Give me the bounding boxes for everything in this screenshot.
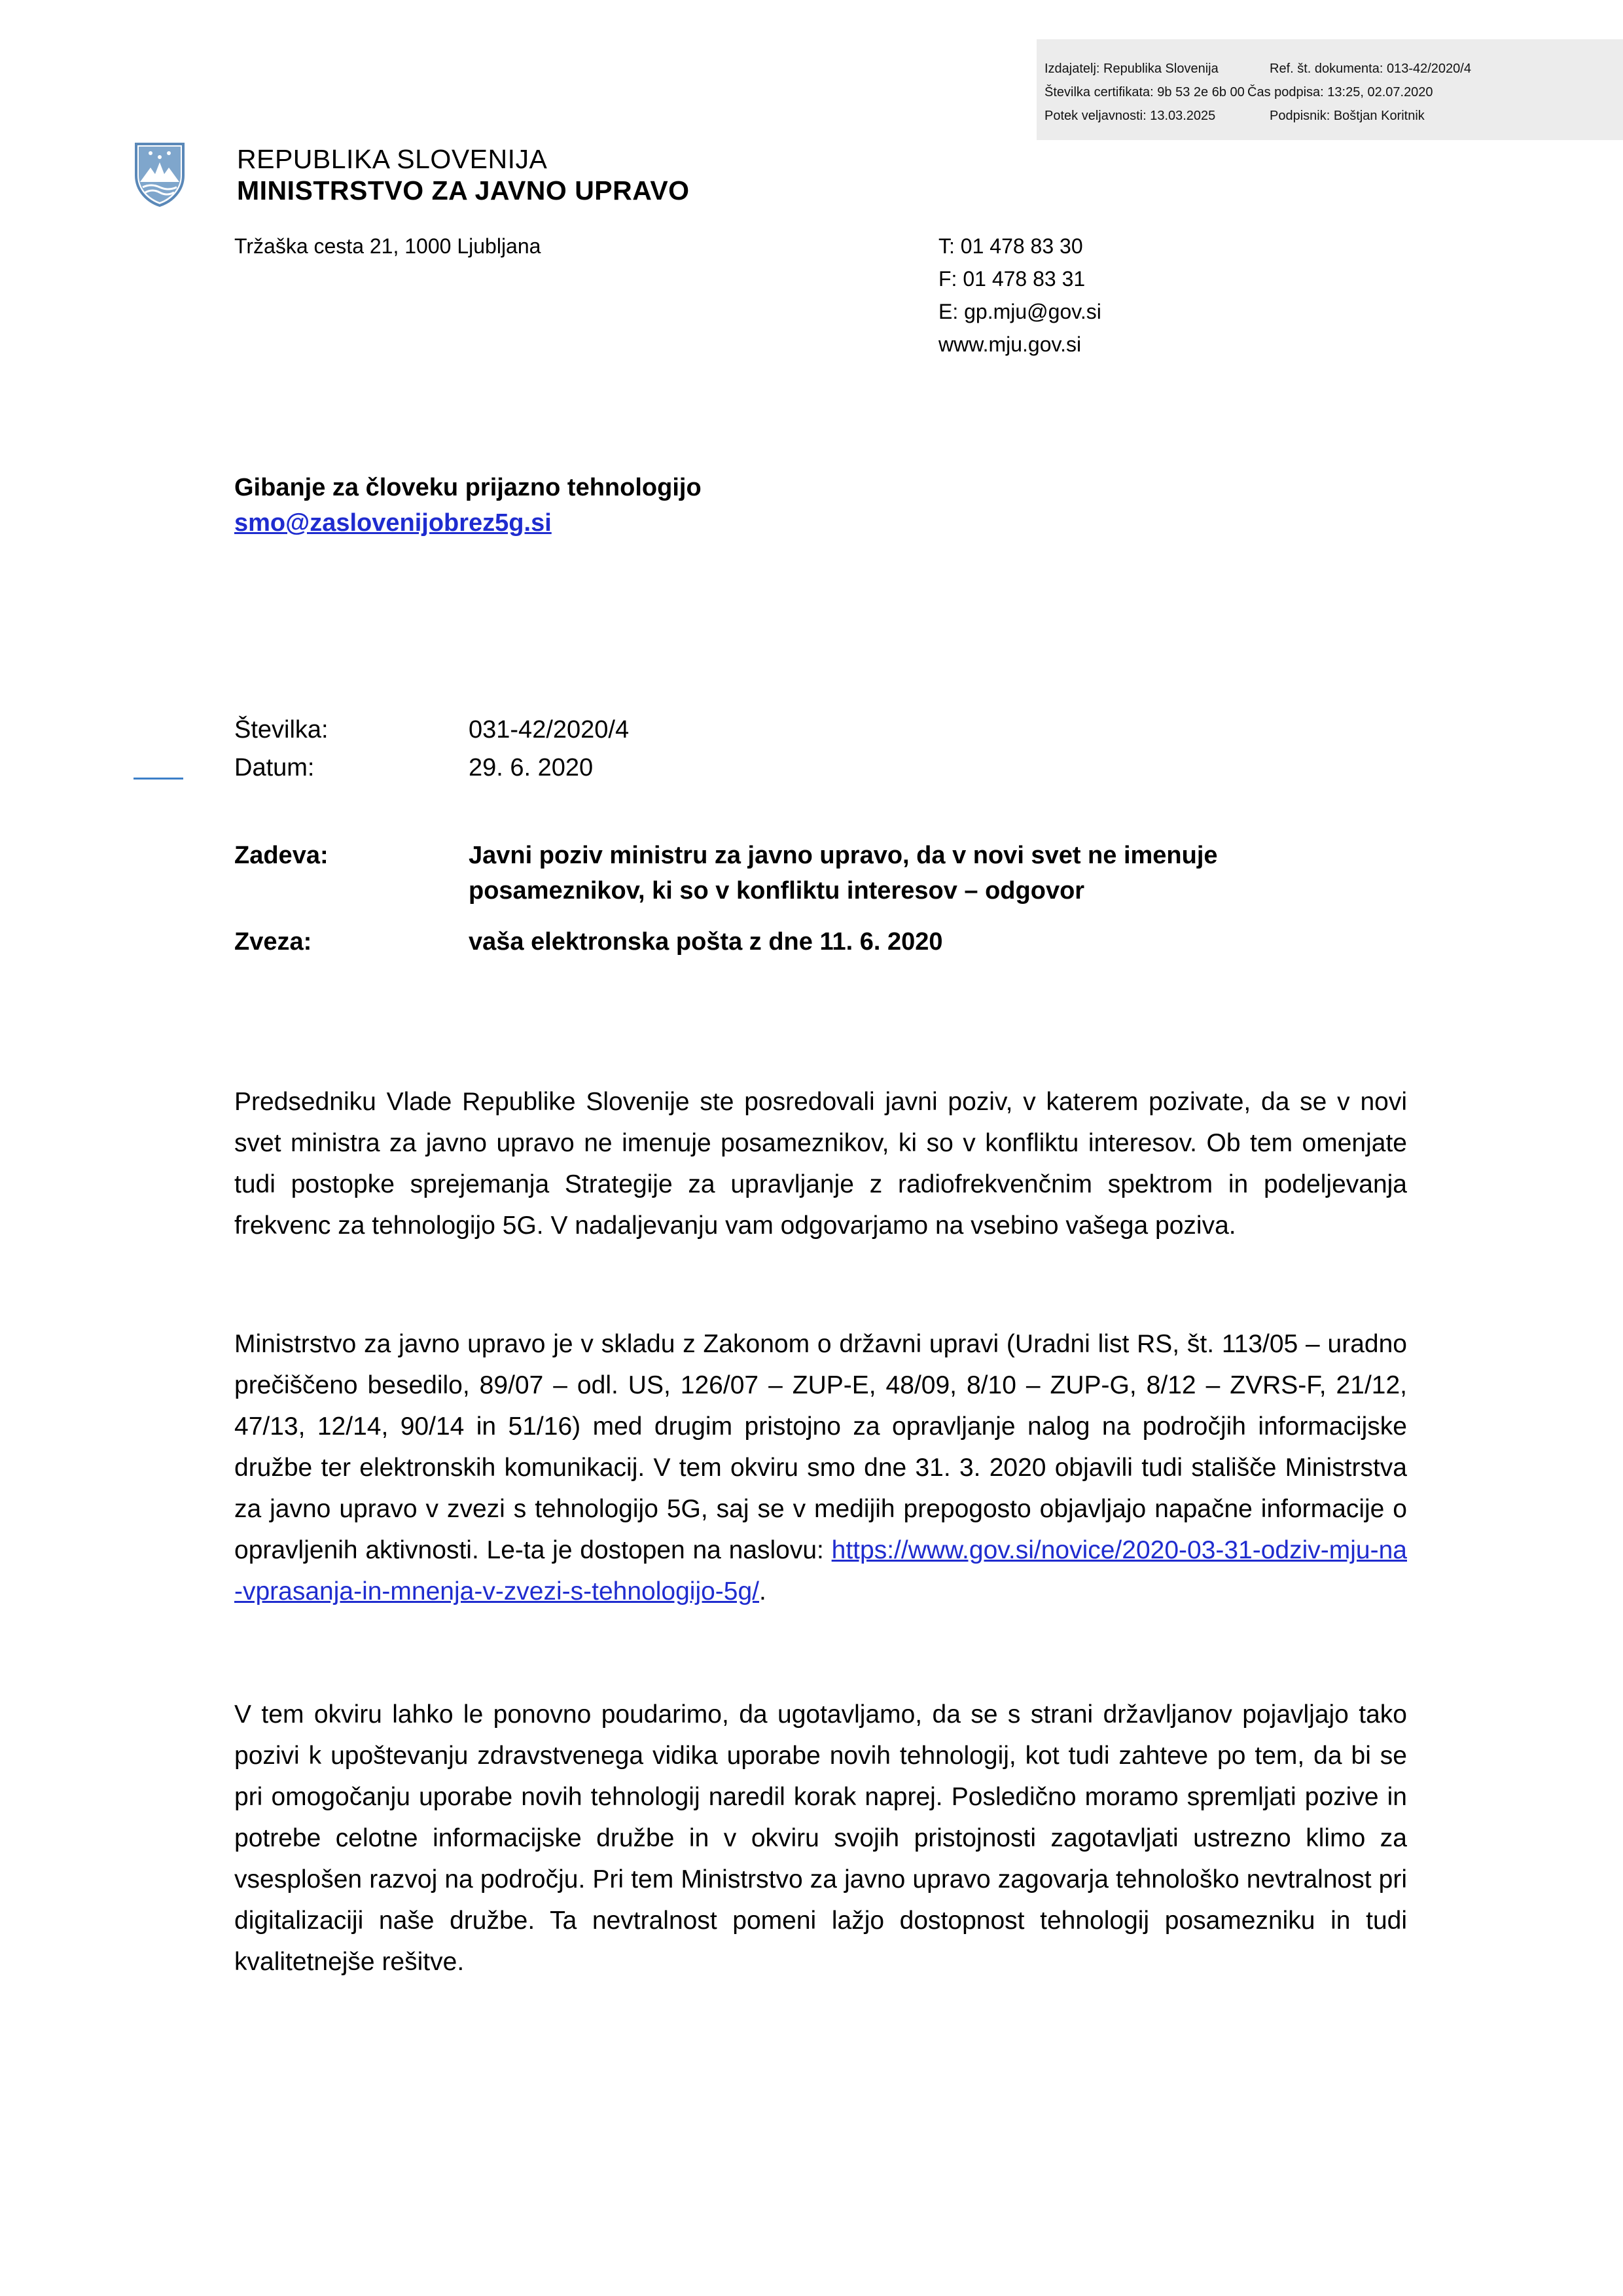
fold-mark	[134, 778, 183, 780]
website: www.mju.gov.si	[938, 332, 1082, 356]
signature-certificate: Številka certifikata: 9b 53 2e 6b 00	[1044, 85, 1245, 99]
signature-box	[1037, 39, 1623, 140]
number-label: Številka:	[234, 716, 329, 744]
date-value: 29. 6. 2020	[469, 754, 594, 781]
signature-ref: Ref. št. dokumenta: 013-42/2020/4	[1270, 62, 1471, 76]
recipient-name: Gibanje za človeku prijazno tehnologijo	[234, 474, 702, 501]
reference-value: vaša elektronska pošta z dne 11. 6. 2020	[469, 928, 943, 956]
paragraph-2-text: Ministrstvo za javno upravo je v skladu z Zakonom o državni upravi (Uradni list RS, št. 113/05 – uradno prečiščeno besedilo, 89/07 – odl. US, 126/07 – ZUP-E, 48/09, 8/10 – ZUP-G, 8/12 – ZVRS-F, 21/12, 47/13, 12/14, 90/14 in 51/16) med drugim pristojno za opravljanje nalog na področjih informacijske družbe ter elektronskih komunikacij. V tem okviru smo dne 31. 3. 2020 objavili tudi stališče Ministrstva za javno upravo v zvezi s tehnologijo 5G, saj se v medijih prepogosto objavljajo napačne informacije o opravljenih aktivnosti. Le-ta je dostopen na naslovu:	[234, 1330, 1407, 1564]
paragraph-2-end: .	[759, 1577, 766, 1605]
date-label: Datum:	[234, 754, 315, 781]
statement-link[interactable]: https://www.gov.si/novice/2020-03-31-odziv-mju-na-vprasanja-in-mnenja-v-zvezi-s-tehnologijo-5g/	[234, 1536, 1407, 1605]
phone: T: 01 478 83 30	[938, 234, 1083, 258]
subject-line1: Javni poziv ministru za javno upravo, da v novi svet ne imenuje	[469, 842, 1218, 869]
number-value: 031-42/2020/4	[469, 716, 630, 744]
coat-of-arms-icon	[134, 141, 186, 207]
recipient-email-link[interactable]: smo@zaslovenijobrez5g.si	[234, 509, 552, 537]
signature-validity: Potek veljavnosti: 13.03.2025	[1044, 109, 1216, 123]
paragraph-3	[234, 1694, 1407, 1982]
address: Tržaška cesta 21, 1000 Ljubljana	[234, 234, 541, 258]
paragraph-1-text: Predsedniku Vlade Republike Slovenije ste posredovali javni poziv, v katerem pozivate, da se v novi svet ministra za javno upravo ne imenuje posameznikov, ki so v konfliktu interesov. Ob tem omenjate tudi postopke sprejemanja Strategije za upravljanje z radiofrekvenčnim spektrom in podeljevanja frekvenc za tehnologijo 5G. V nadaljevanju vam odgovarjamo na vsebino vašega poziva.	[234, 1088, 1407, 1240]
paragraph-2	[234, 1323, 1407, 1612]
email: E: gp.mju@gov.si	[938, 300, 1101, 323]
subject-label: Zadeva:	[234, 842, 329, 869]
signature-time: Čas podpisa: 13:25, 02.07.2020	[1247, 85, 1433, 99]
paragraph-1	[234, 1081, 1407, 1246]
fax: F: 01 478 83 31	[938, 267, 1086, 291]
reference-label: Zveza:	[234, 928, 312, 956]
org-name-line1: REPUBLIKA SLOVENIJA	[237, 144, 548, 174]
subject-line2: posameznikov, ki so v konfliktu interesov – odgovor	[469, 877, 1085, 905]
paragraph-3-text: V tem okviru lahko le ponovno poudarimo, da ugotavljamo, da se s strani državljanov pojavljajo tako pozivi k upoštevanju zdravstvenega vidika uporabe novih tehnologij, kot tudi zahteve po tem, da bi se pri omogočanju uporabe novih tehnologij naredil korak naprej. Posledično moramo spremljati pozive in potrebe celotne informacijske družbe in v okviru svojih pristojnosti zagotavljati ustrezno klimo za vsesplošen razvoj na področju. Pri tem Ministrstvo za javno upravo zagovarja tehnološko nevtralnost pri digitalizaciji naše družbe. Ta nevtralnost pomeni lažjo dostopnost tehnologij posamezniku in tudi kvalitetnejše rešitve.	[234, 1700, 1407, 1976]
signature-issuer: Izdajatelj: Republika Slovenija	[1044, 62, 1219, 76]
org-name-line2: MINISTRSTVO ZA JAVNO UPRAVO	[237, 175, 690, 206]
signature-signer: Podpisnik: Boštjan Koritnik	[1270, 109, 1425, 123]
